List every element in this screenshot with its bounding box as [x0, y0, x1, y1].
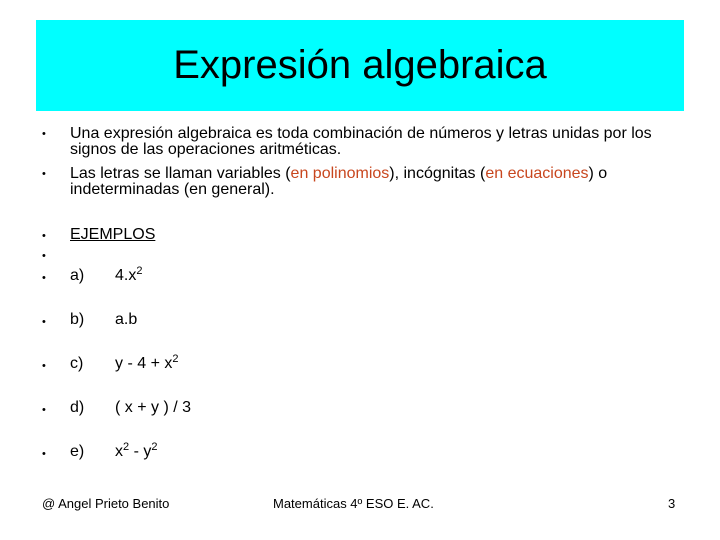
footer-author: @ Angel Prieto Benito — [42, 496, 170, 511]
paragraph-2-highlight: en ecuaciones — [485, 165, 589, 182]
paragraph-2-highlight: en polinomios — [290, 165, 390, 182]
bullet: • — [42, 404, 46, 416]
expr-base: a.b — [115, 311, 138, 328]
bullet: • — [42, 168, 46, 180]
bullet: • — [42, 250, 46, 262]
expr-base: x — [115, 443, 123, 460]
expr-tail: - y — [129, 443, 152, 460]
expr-base: 4.x — [115, 267, 137, 284]
bullet: • — [42, 128, 46, 140]
example-expression — [115, 266, 142, 286]
example-label: d) — [70, 399, 85, 416]
expr-exponent: 2 — [172, 353, 179, 365]
example-expression — [115, 310, 137, 330]
bullet: • — [42, 360, 46, 372]
paragraph-2 — [70, 166, 690, 198]
expr-exponent: 2 — [136, 265, 143, 277]
example-expression — [115, 398, 191, 418]
slide-title: Expresión algebraica — [173, 43, 547, 87]
paragraph-2-part: ), incógnitas ( — [389, 165, 486, 182]
expr-base: y - 4 + x — [115, 355, 173, 372]
paragraph-1: Una expresión algebraica es toda combinación de números y letras unidas por los signos de las operaciones aritméticas. — [70, 125, 652, 158]
paragraph-2-part: Las letras se llaman variables ( — [70, 165, 291, 182]
bullet: • — [42, 272, 46, 284]
footer-page-number: 3 — [668, 496, 676, 511]
example-label: c) — [70, 355, 84, 372]
example-label: e) — [70, 443, 85, 460]
example-expression — [115, 354, 178, 374]
bullet: • — [42, 316, 46, 328]
bullet: • — [42, 448, 46, 460]
examples-heading: EJEMPLOS — [70, 226, 156, 243]
example-expression — [115, 442, 157, 462]
expr-exponent: 2 — [123, 441, 130, 453]
title-banner — [36, 20, 684, 111]
paragraph-2-part: ) o indeterminadas (en general). — [70, 165, 608, 198]
expr-base: ( x + y ) / 3 — [115, 399, 192, 416]
example-label: b) — [70, 311, 85, 328]
expr-exponent: 2 — [151, 441, 158, 453]
example-label: a) — [70, 267, 85, 284]
footer-course: Matemáticas 4º ESO E. AC. — [273, 496, 434, 511]
bullet: • — [42, 230, 46, 242]
